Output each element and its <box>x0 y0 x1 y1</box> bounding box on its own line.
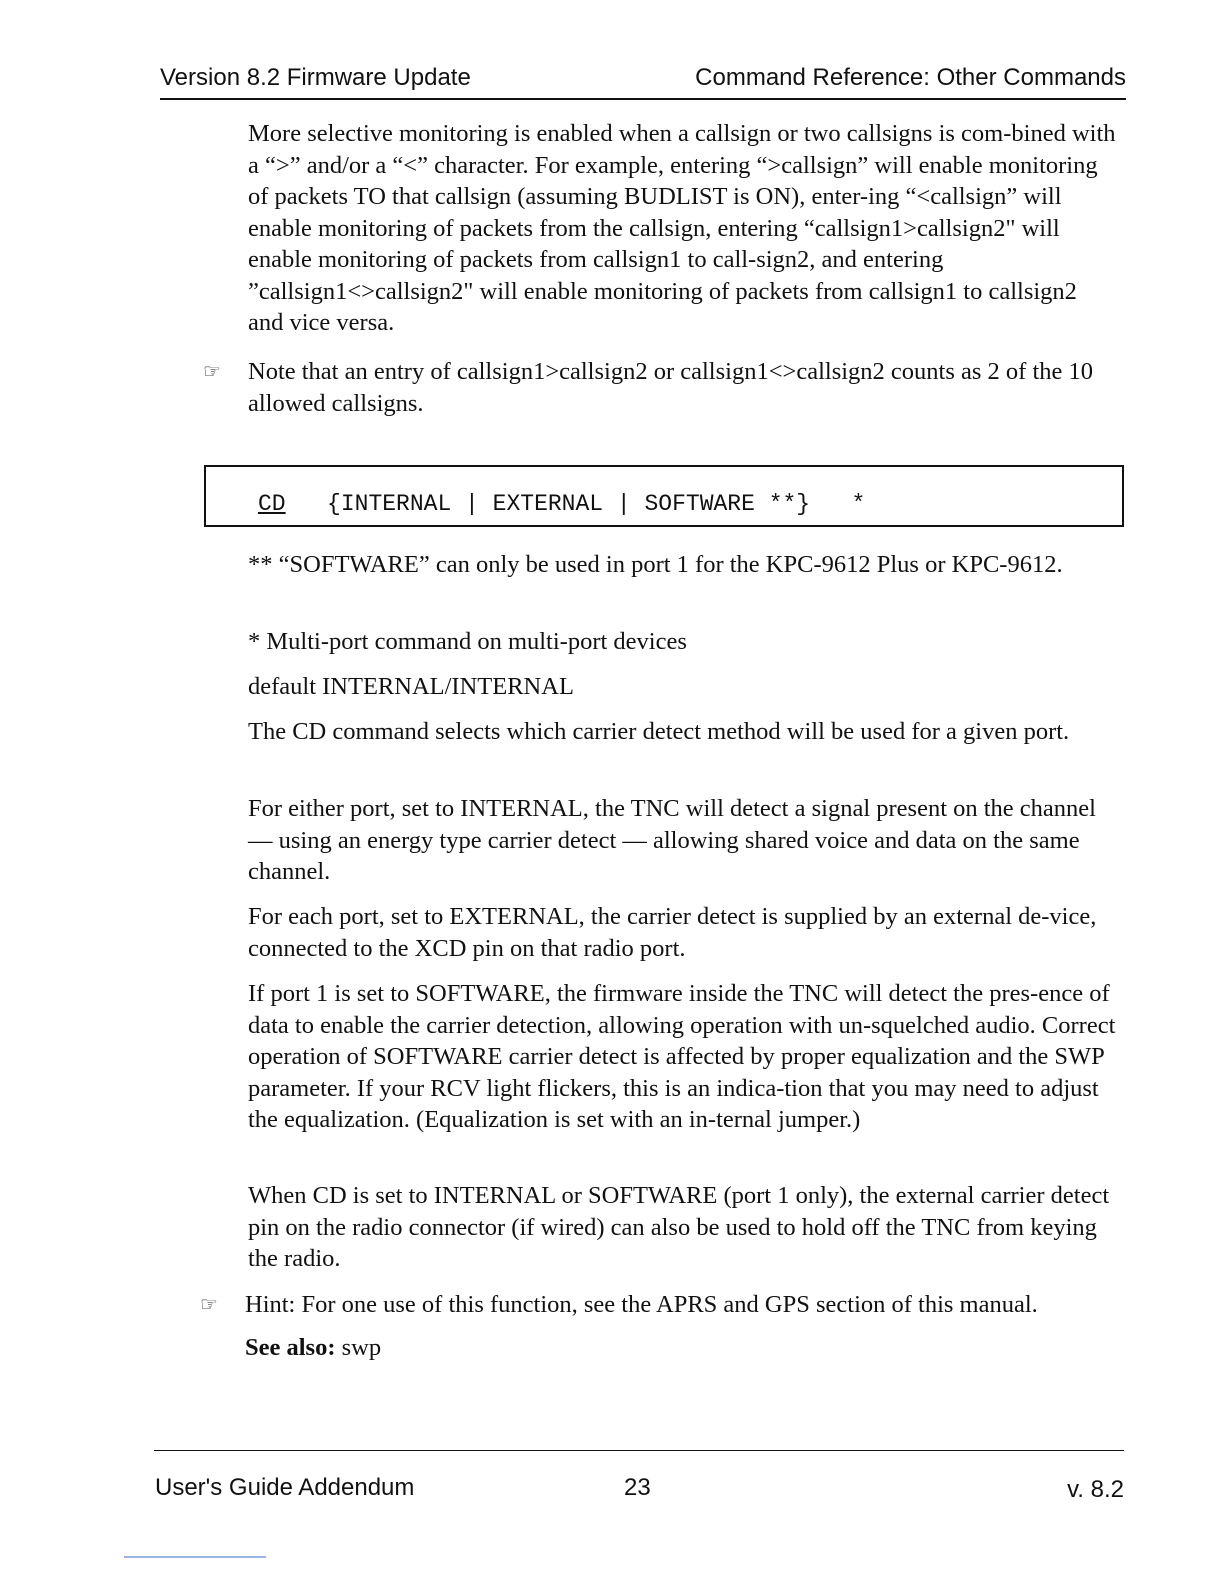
see-also-label: See also: <box>245 1334 336 1361</box>
footnote-software: ** “SOFTWARE” can only be used in port 1 for the KPC-9612 Plus or KPC-9612. <box>248 551 1063 578</box>
paragraph-5: When CD is set to INTERNAL or SOFTWARE (port 1 only), the external carrier detect pin on the radio connector (if wired) can also be used to hold off the TNC from keying the radio. <box>248 1182 1110 1272</box>
command-syntax-box <box>204 465 1124 527</box>
footer-title: User's Guide Addendum <box>155 1474 415 1501</box>
pointing-hand-icon: ☞ <box>200 1294 218 1316</box>
scan-artifact <box>124 1556 266 1558</box>
header-rule <box>160 98 1126 100</box>
see-also-link[interactable]: swp <box>341 1334 382 1361</box>
paragraph-2: For either port, set to INTERNAL, the TNC will detect a signal present on the channel — using an energy type carrier detect — allowing shared voice and data on the same channel. <box>248 795 1096 885</box>
pointing-hand-icon: ☞ <box>203 361 221 383</box>
command-name: CD <box>258 491 286 517</box>
note-text: Note that an entry of callsign1>callsign2 or callsign1<>callsign2 counts as 2 of the 10 allowed callsigns. <box>248 358 1093 417</box>
command-syntax-line <box>258 491 865 517</box>
see-also <box>245 1332 1115 1364</box>
command-multiport-star: * <box>851 491 866 517</box>
default-value: default INTERNAL/INTERNAL <box>248 673 574 700</box>
footer-version: v. 8.2 <box>1067 1476 1124 1503</box>
header-section: Command Reference: Other Commands <box>695 64 1126 91</box>
hint-block: Hint: For one use of this function, see the APRS and GPS section of this manual. <box>245 1291 1038 1318</box>
page-number: 23 <box>624 1474 651 1501</box>
paragraph-4: If port 1 is set to SOFTWARE, the firmware inside the TNC will detect the pres-ence of data to enable the carrier detection, allowing operation with un-squelched audio. Correct operation of SOFTWARE carrier detect is affected by proper equalization and the SWP parameter. If your RCV light flickers, this is an indica-tion that you may need to adjust the equalization. (Equalization is set with an in-ternal jumper.) <box>248 980 1116 1133</box>
paragraph-1: The CD command selects which carrier detect method will be used for a given port. <box>248 718 1070 745</box>
command-syntax: {INTERNAL | EXTERNAL | SOFTWARE **} <box>327 491 811 517</box>
footnote-multiport: * Multi-port command on multi-port devices <box>248 628 687 655</box>
paragraph-3: For each port, set to EXTERNAL, the carrier detect is supplied by an external de-vice, connected to the XCD pin on that radio port. <box>248 903 1097 962</box>
intro-text: More selective monitoring is enabled when a callsign or two callsigns is com-bined with a “>” and/or a “<” character. For example, entering “>callsign” will enable monitoring of packets TO that callsign (assuming BUDLIST is ON), enter-ing “<callsign” will enable monitoring of packets from the callsign, entering “callsign1>callsign2" will enable monitoring of packets from callsign1 to call-sign2, and entering ”callsign1<>callsign2" will enable monitoring of packets from callsign1 to callsign2 and vice versa. <box>248 120 1116 336</box>
intro-paragraph <box>248 118 1118 339</box>
footer-rule <box>154 1450 1124 1451</box>
header-title: Version 8.2 Firmware Update <box>160 64 471 91</box>
note-block <box>248 356 1118 419</box>
